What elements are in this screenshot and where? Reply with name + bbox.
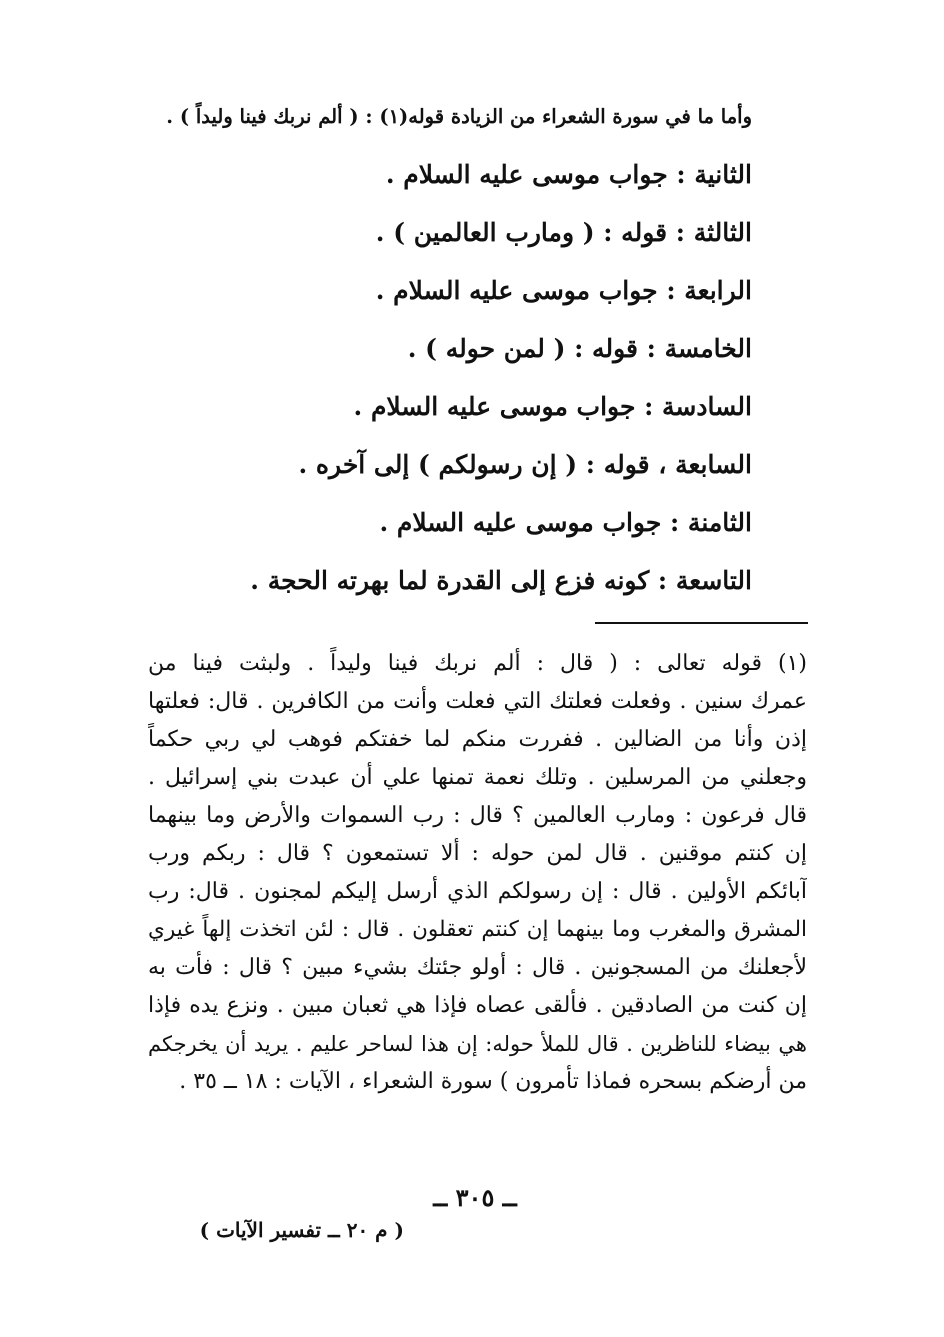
main-line-4: الرابعة : جواب موسى عليه السلام . — [375, 276, 752, 305]
footnote-line-3: إذن وأنا من الضالين . ففررت منكم لما خفتكم فوهب لي ربي حكماً — [148, 727, 807, 752]
main-line-3: الثالثة : قوله : ( ومارب العالمين ) . — [375, 218, 752, 247]
main-line-6: السادسة : جواب موسى عليه السلام . — [353, 392, 752, 421]
footnote-line-4: وجعلني من المرسلين . وتلك نعمة تمنها علي أن عبدت بني إسرائيل . — [148, 765, 807, 790]
footnote-line-8: المشرق والمغرب وما بينهما إن كنتم تعقلون . قال : لئن اتخذت إلهاً غيري — [148, 917, 807, 942]
footnote-line-5: قال فرعون : ومارب العالمين ؟ قال : رب السموات والأرض وما بينهما — [148, 803, 807, 828]
footnote-line-7: آبائكم الأولين . قال : إن رسولكم الذي أرسل إليكم لمجنون . قال: رب — [148, 879, 807, 904]
footnote-line-10: إن كنت من الصادقين . فألقى عصاه فإذا هي ثعبان مبين . ونزع يده فإذا — [148, 993, 807, 1018]
signature-mark: ( م ٢٠ ــ تفسير الآيات ) — [199, 1218, 404, 1242]
main-line-2: الثانية : جواب موسى عليه السلام . — [385, 160, 752, 189]
footnote-divider — [595, 622, 808, 624]
footnote-line-2: عمرك سنين . وفعلت فعلتك التي فعلت وأنت من الكافرين . قال: فعلتها — [148, 689, 807, 714]
footnote-line-1: (١) قوله تعالى : ( قال : ألم نربك فينا وليداً . ولبثت فينا من — [148, 651, 807, 676]
footnote-line-12: من أرضكم بسحره فماذا تأمرون ) سورة الشعراء ، الآيات : ١٨ ــ ٣٥ . — [179, 1069, 807, 1094]
footnote-line-11: هي بيضاء للناظرين . قال للملأ حوله: إن هذا لساحر عليم . يريد أن يخرجكم — [148, 1032, 807, 1056]
footnote-line-6: إن كنتم موقنين . قال لمن حوله : ألا تستمعون ؟ قال : ربكم ورب — [148, 841, 807, 866]
main-line-1: وأما ما في سورة الشعراء من الزيادة قوله(١) : ( ألم نربك فينا وليداً ) . — [166, 105, 752, 128]
main-line-5: الخامسة : قوله : ( لمن حوله ) . — [407, 334, 752, 363]
main-line-8: الثامنة : جواب موسى عليه السلام . — [379, 508, 752, 537]
footnote-line-9: لأجعلنك من المسجونين . قال : أولو جئتك بشيء مبين ؟ قال : فأت به — [148, 955, 807, 980]
main-line-7: السابعة ، قوله : ( إن رسولكم ) إلى آخره . — [298, 450, 752, 479]
main-line-9: التاسعة : كونه فزع إلى القدرة لما بهرته الحجة . — [250, 566, 752, 595]
page-number: ــ ٣٠٥ ــ — [433, 1183, 517, 1212]
